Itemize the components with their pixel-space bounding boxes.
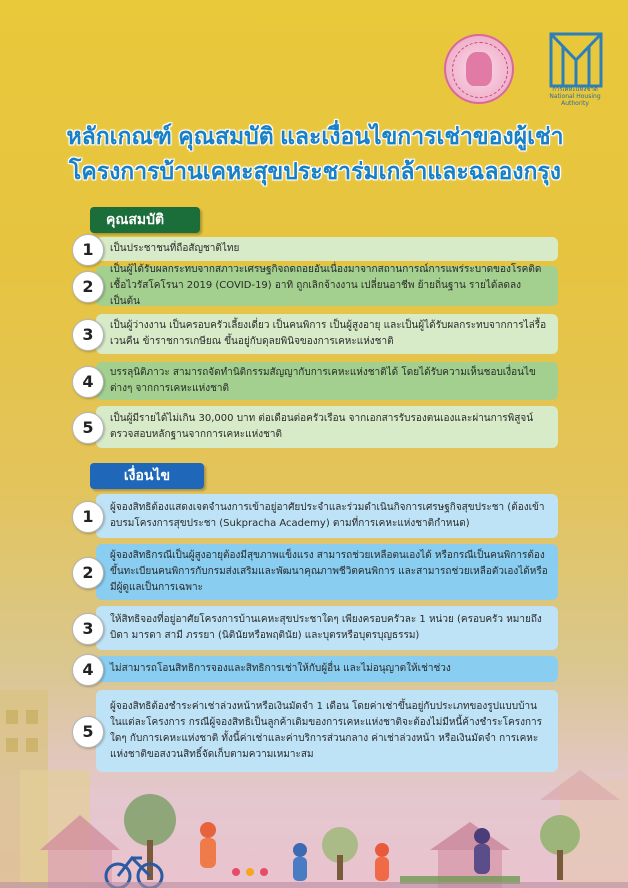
item-text: เป็นผู้ได้รับผลกระทบจากสภาวะเศรษฐกิจถดถอยอันเนื่องมาจากสถานการณ์การแพร่ระบาดของโรคติดเชื้อไวรัสโคโรนา 2019 (COVID-19) อาทิ ถูกเลิกจ้างงาน เปลี่ยนอาชีพ ย้ายถิ่นฐาน รายได้ลดลง เป็นต้น — [96, 266, 558, 306]
qualification-item — [72, 314, 558, 354]
condition-item — [72, 606, 558, 650]
item-text: ผู้จองสิทธิกรณีเป็นผู้สูงอายุต้องมีสุขภาพแข็งแรง สามารถช่วยเหลือตนเองได้ หรือกรณีเป็นคนพิการต้องขึ้นทะเบียนคนพิการกับกรมส่งเสริมและพัฒนาคุณภาพชีวิตคนพิการ และสามารถช่วยเหลือตัวเองได้หรือมีผู้ดูแลเป็นการเฉพาะ — [96, 544, 558, 600]
item-text: ไม่สามารถโอนสิทธิการจองและสิทธิการเช่าให้กับผู้อื่น และไม่อนุญาตให้เช่าช่วง — [96, 656, 558, 682]
qualifications-heading: คุณสมบัติ — [90, 207, 200, 233]
royal-seal-logo — [444, 34, 514, 104]
item-number: 5 — [72, 716, 104, 748]
item-text: เป็นผู้มีรายได้ไม่เกิน 30,000 บาท ต่อเดือนต่อครัวเรือน จากเอกสารรับรองตนเองและผ่านการพิสูจน์ตรวจสอบหลักฐานจากการเคหะแห่งชาติ — [96, 406, 558, 448]
item-number: 3 — [72, 613, 104, 645]
item-number: 1 — [72, 234, 104, 266]
item-number: 4 — [72, 366, 104, 398]
item-number: 2 — [72, 557, 104, 589]
item-number: 2 — [72, 271, 104, 303]
conditions-heading: เงื่อนไข — [90, 463, 204, 489]
item-text: ผู้จองสิทธิต้องชำระค่าเช่าล่วงหน้าหรือเงินมัดจำ 1 เดือน โดยค่าเช่าขึ้นอยู่กับประเภทของรูปแบบบ้านในแต่ละโครงการ กรณีผู้จองสิทธิเป็นลูกค้าเดิมของการเคหะแห่งชาติจะต้องไม่มีหนี้ค้างชำระโครงการใดๆ กับการเคหะแห่งชาติ ทั้งนี้ค่าเช่าและค่าบริการส่วนกลาง ค่าเช่าล่วงหน้า หรือเงินมัดจำ การเคหะแห่งชาติขอสงวนสิทธิ์จัดเก็บตามความเหมาะสม — [96, 690, 558, 772]
community-illustration — [0, 650, 628, 888]
item-text: เป็นประชาชนที่ถือสัญชาติไทย — [96, 237, 558, 261]
seal-emblem — [466, 52, 492, 86]
item-number: 4 — [72, 654, 104, 686]
item-text: ผู้จองสิทธิต้องแสดงเจตจำนงการเข้าอยู่อาศัยประจำและร่วมดำเนินกิจการเศรษฐกิจสุขประชา (ต้องเข้าอบรมโครงการสุขประชา (Sukpracha Academy) ตามที่การเคหะแห่งชาติกำหนด) — [96, 494, 558, 538]
condition-item — [72, 494, 558, 538]
item-number: 1 — [72, 501, 104, 533]
item-number: 3 — [72, 319, 104, 351]
item-text: ให้สิทธิจองที่อยู่อาศัยโครงการบ้านเคหะสุขประชาใดๆ เพียงครอบครัวละ 1 หน่วย (ครอบครัว หมายถึง บิดา มารดา สามี ภรรยา (นิตินัยหรือพฤตินัย) และบุตรหรือบุตรบุญธรรม) — [96, 606, 558, 650]
page-subtitle: โครงการบ้านเคหะสุขประชาร่มเกล้าและฉลองกรุง — [68, 158, 561, 184]
item-text: เป็นผู้ว่างงาน เป็นครอบครัวเลี้ยงเดี่ยว เป็นคนพิการ เป็นผู้สูงอายุ และเป็นผู้ได้รับผลกระทบจากการไล่รื้อเวนคืน ข้าราชการเกษียณ ขึ้นอยู่กับดุลยพินิจของการเคหะแห่งชาติ — [96, 314, 558, 354]
qualification-item — [72, 237, 558, 261]
condition-item — [72, 544, 558, 600]
item-text: บรรลุนิติภาวะ สามารถจัดทำนิติกรรมสัญญากับการเคหะแห่งชาติได้ โดยได้รับความเห็นชอบเงื่อนไขต่างๆ จากการเคหะแห่งชาติ — [96, 362, 558, 400]
nha-logo-caption: การเคหะแห่งชาติ National Housing Authority — [549, 86, 601, 107]
nha-logo — [549, 32, 603, 88]
item-number: 5 — [72, 412, 104, 444]
page-title: หลักเกณฑ์ คุณสมบัติ และเงื่อนไขการเช่าของผู้เช่า — [66, 123, 564, 149]
qualification-item — [72, 362, 558, 400]
qualification-item — [72, 266, 558, 306]
qualification-item — [72, 406, 558, 448]
